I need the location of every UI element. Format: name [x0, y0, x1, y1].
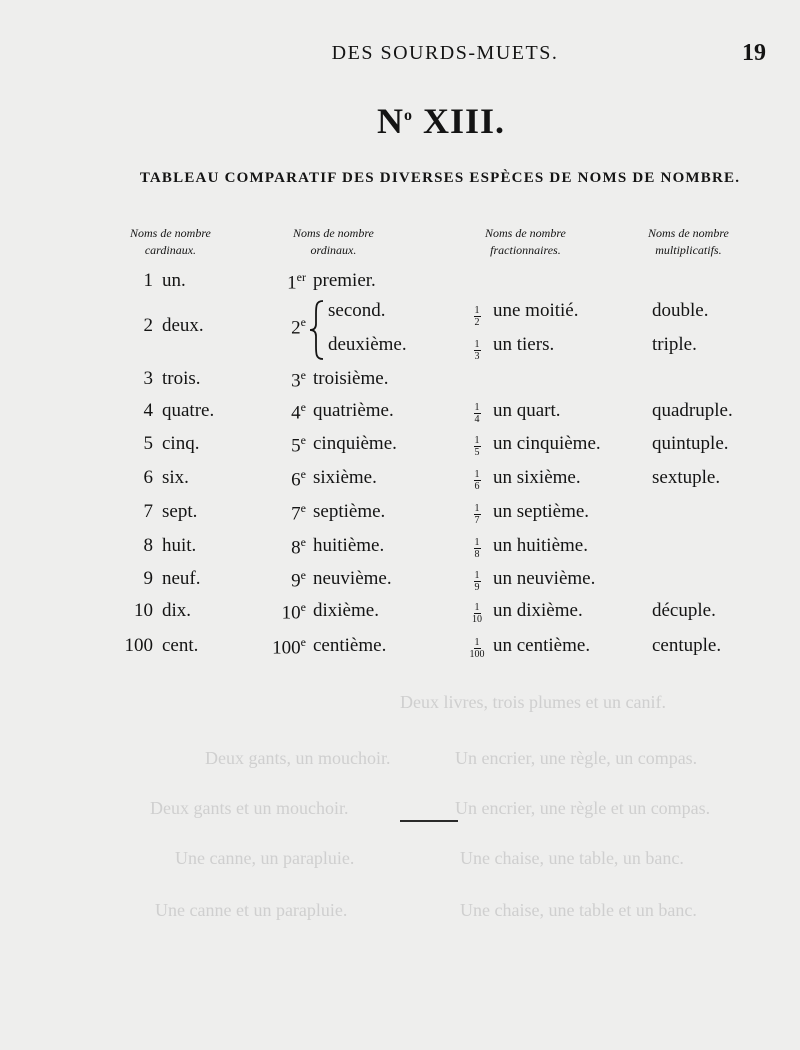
ordinal-word: second.: [328, 300, 386, 321]
cardinal-word: trois.: [162, 368, 201, 389]
plate-prefix: N: [376, 101, 404, 141]
ordinal-number: 6e: [291, 467, 306, 491]
show-through-line: Deux gants, un mouchoir.: [205, 748, 391, 768]
fraction: $\frac{1}{8}$: [474, 537, 480, 560]
show-through-line: Une chaise, une table et un banc.: [460, 900, 697, 920]
cardinal-number: 4: [143, 400, 153, 421]
fraction: $\frac{1}{9}$: [474, 570, 480, 593]
table-row: [0, 368, 800, 402]
ordinal-number: 10e: [281, 600, 306, 624]
ordinal-word: dixième.: [313, 600, 379, 621]
ordinal-number: 100e: [272, 635, 306, 659]
cardinal-number: 3: [143, 368, 153, 389]
cardinal-number: 6: [143, 467, 153, 488]
column-header-line: Noms de nombre: [130, 226, 211, 240]
cardinal-word: neuf.: [162, 568, 201, 589]
section-divider: [400, 820, 458, 822]
multiplicative-word: centuple.: [652, 635, 722, 656]
fraction-word: un quart.: [493, 400, 561, 421]
cardinal-number: 100: [124, 635, 153, 656]
cardinal-number: 5: [143, 433, 153, 454]
cardinal-word: cinq.: [162, 433, 200, 454]
fraction: $\frac{1}{100}$: [469, 637, 485, 660]
cardinal-word: deux.: [162, 315, 204, 336]
column-header-line: Noms de nombre: [485, 226, 566, 240]
show-through-line: Une canne et un parapluie.: [155, 900, 348, 920]
ordinal-number: 4e: [291, 400, 306, 424]
cardinal-number: 1: [143, 270, 153, 291]
multiplicative-word: quadruple.: [652, 400, 733, 421]
ordinal-word: cinquième.: [313, 433, 397, 454]
fraction-word: un dixième.: [493, 600, 583, 621]
show-through-line: Une chaise, une table, un banc.: [460, 848, 684, 868]
table-row: [0, 467, 800, 501]
cardinal-number: 8: [143, 535, 153, 556]
fraction-word: un tiers.: [493, 334, 555, 355]
column-header-line: Noms de nombre: [648, 226, 729, 240]
ordinal-number: 8e: [291, 535, 306, 559]
ordinal-number: 9e: [291, 568, 306, 592]
show-through-line: Deux livres, trois plumes et un canif.: [400, 692, 666, 712]
table-row: [0, 568, 800, 602]
ordinal-word: huitième.: [313, 535, 385, 556]
fraction-word: un neuvième.: [493, 568, 596, 589]
ordinal-word: premier.: [313, 270, 376, 291]
column-header-multiplicative: [648, 225, 729, 259]
cardinal-word: six.: [162, 467, 189, 488]
fraction-word: un cinquième.: [493, 433, 601, 454]
ordinal-number: 7e: [291, 501, 306, 525]
ordinal-number: 5e: [291, 433, 306, 457]
table-row: [0, 600, 800, 634]
cardinal-word: sept.: [162, 501, 198, 522]
multiplicative-word: double.: [652, 300, 709, 321]
fraction: $\frac{1}{10}$: [472, 602, 482, 625]
column-header-line: cardinaux.: [144, 243, 197, 257]
cardinal-word: huit.: [162, 535, 197, 556]
ordinal-word: neuvième.: [313, 568, 392, 589]
running-title: DES SOURDS-MUETS.: [331, 42, 559, 64]
column-header-cardinal: [130, 225, 211, 259]
show-through-line: Une canne, un parapluie.: [175, 848, 355, 868]
cardinal-word: quatre.: [162, 400, 215, 421]
column-header-line: multiplicatifs.: [655, 243, 722, 257]
table-row: [0, 400, 800, 434]
column-header-line: Noms de nombre: [293, 226, 374, 240]
cardinal-word: cent.: [162, 635, 199, 656]
table-row: [0, 535, 800, 569]
ordinal-word: deuxième.: [328, 334, 407, 355]
column-header-ordinal: [293, 225, 374, 259]
plate-number: [0, 100, 800, 142]
table-row: [0, 501, 800, 535]
column-header-line: fractionnaires.: [490, 243, 561, 257]
multiplicative-word: triple.: [652, 334, 697, 355]
fraction: $\frac{1}{6}$: [474, 469, 480, 492]
fraction-word: un septième.: [493, 501, 590, 522]
fraction: $\frac{1}{7}$: [474, 503, 480, 526]
page-number: 19: [742, 40, 766, 66]
fraction: $\frac{1}{5}$: [474, 435, 480, 458]
fraction: $\frac{1}{4}$: [474, 402, 480, 425]
ordinal-word: troisième.: [313, 368, 389, 389]
fraction: $\frac{1}{3}$: [474, 339, 480, 362]
fraction-word: une moitié.: [493, 300, 579, 321]
cardinal-number: 9: [143, 568, 153, 589]
ordinal-word: centième.: [313, 635, 387, 656]
table-row: [0, 635, 800, 669]
cardinal-word: dix.: [162, 600, 192, 621]
column-header-line: ordinaux.: [310, 243, 357, 257]
table-row: [0, 433, 800, 467]
column-header-fraction: [485, 225, 566, 259]
show-through-line: Deux gants et un mouchoir.: [150, 798, 349, 818]
page-header: [0, 40, 800, 70]
plate-numeral: XIII.: [422, 101, 506, 141]
table-row: [0, 270, 800, 304]
ordinal-number: 1er: [287, 270, 306, 294]
fraction-word: un sixième.: [493, 467, 581, 488]
table-row: [0, 300, 800, 334]
ordinal-word: sixième.: [313, 467, 377, 488]
multiplicative-word: sextuple.: [652, 467, 721, 488]
cardinal-number: 7: [143, 501, 153, 522]
cardinal-number: 2: [143, 315, 153, 336]
ordinal-number: 3e: [291, 368, 306, 392]
table-title: TABLEAU COMPARATIF DES DIVERSES ESPÈCES DE NOMS DE NOMBRE.: [139, 170, 741, 186]
fraction-word: un centième.: [493, 635, 591, 656]
ordinal-number: 2e: [291, 315, 306, 339]
cardinal-word: un.: [162, 270, 186, 291]
fraction: $\frac{1}{2}$: [474, 305, 480, 328]
plate-sup: o: [403, 107, 413, 124]
ordinal-word: quatrième.: [313, 400, 394, 421]
cardinal-number: 10: [134, 600, 153, 621]
multiplicative-word: quintuple.: [652, 433, 729, 454]
table-row: [0, 334, 800, 368]
show-through-line: Un encrier, une règle et un compas.: [455, 798, 711, 818]
ordinal-word: septième.: [313, 501, 386, 522]
show-through-line: Un encrier, une règle, un compas.: [455, 748, 698, 768]
multiplicative-word: décuple.: [652, 600, 716, 621]
fraction-word: un huitième.: [493, 535, 588, 556]
